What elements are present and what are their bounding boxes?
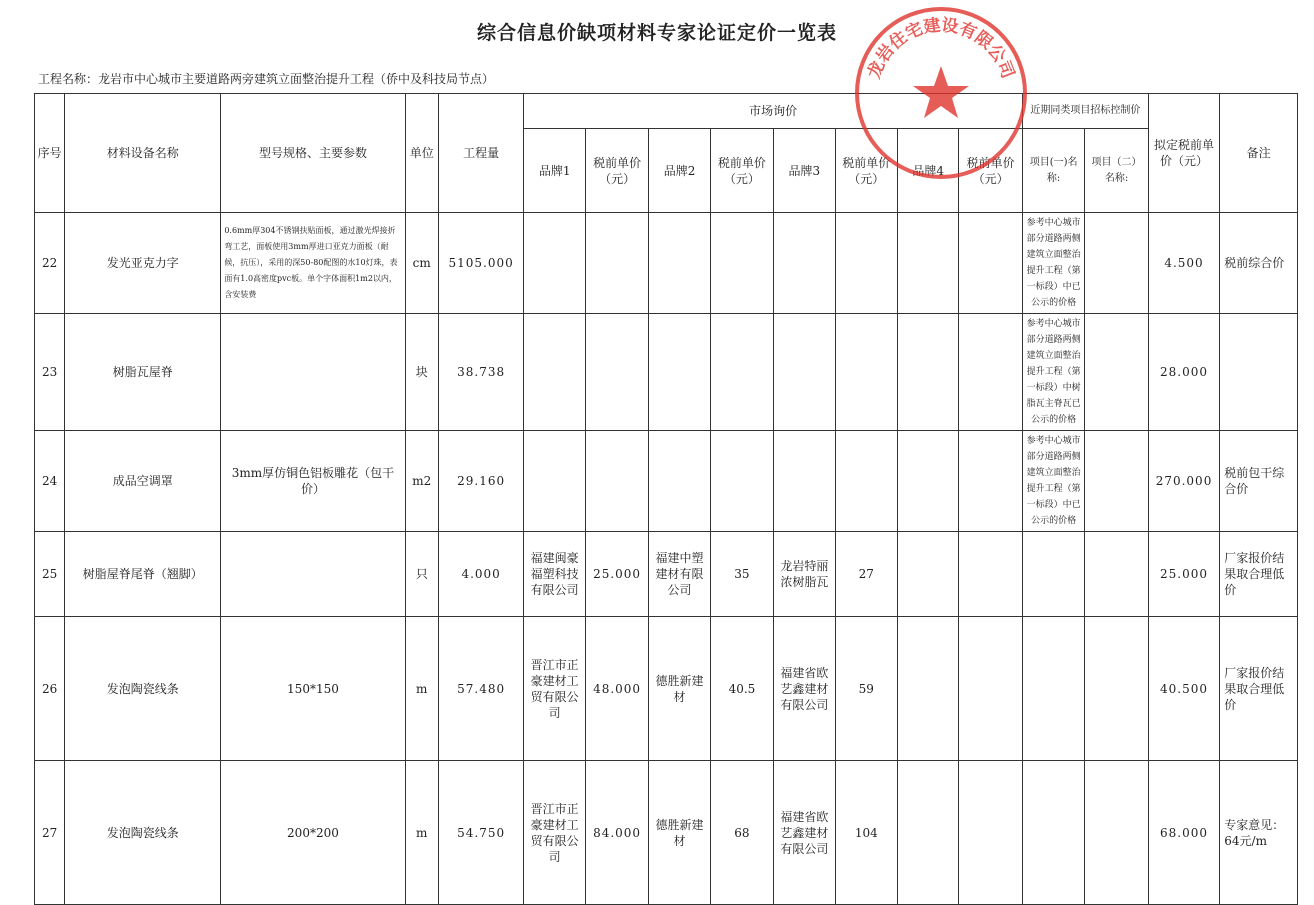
project-name: 工程名称：龙岩市中心城市主要道路两旁建筑立面整治提升工程（侨中及科技局节点） <box>38 72 495 86</box>
cell-price1: 84.000 <box>585 761 648 905</box>
cell-remark: 税前包干综合价 <box>1220 431 1298 532</box>
cell-price2: 40.5 <box>710 617 773 761</box>
cell-final: 270.000 <box>1148 431 1220 532</box>
cell-brand2: 德胜新建材 <box>649 761 710 905</box>
cell-ref1 <box>1022 617 1084 761</box>
cell-price3 <box>835 431 897 532</box>
header-spec: 型号规格、主要参数 <box>221 94 405 213</box>
cell-qty: 57.480 <box>438 617 524 761</box>
seal-text: 龙岩住宅建设有限公司 <box>864 15 1018 82</box>
cell-price3: 59 <box>835 617 897 761</box>
table-row <box>35 213 1298 314</box>
cell-remark: 专家意见：64元/m <box>1220 761 1298 905</box>
cell-name: 发光亚克力字 <box>65 213 221 314</box>
cell-ref2 <box>1085 761 1148 905</box>
table-row <box>35 431 1298 532</box>
header-brand4: 品牌4 <box>898 129 959 213</box>
cell-unit: m <box>405 761 438 905</box>
cell-unit: cm <box>405 213 438 314</box>
cell-price4 <box>959 532 1022 617</box>
cell-price4 <box>959 213 1022 314</box>
header-unit: 单位 <box>405 94 438 213</box>
cell-ref2 <box>1085 314 1148 431</box>
cell-qty: 4.000 <box>438 532 524 617</box>
cell-seq: 22 <box>35 213 65 314</box>
header-brand3: 品牌3 <box>774 129 835 213</box>
cell-seq: 27 <box>35 761 65 905</box>
cell-unit: m <box>405 617 438 761</box>
cell-brand1 <box>524 431 585 532</box>
header-price2: 税前单价（元） <box>710 129 773 213</box>
header-recent: 近期同类项目招标控制价 <box>1022 94 1148 129</box>
header-market: 市场询价 <box>524 94 1022 129</box>
cell-name: 树脂瓦屋脊 <box>65 314 221 431</box>
cell-price2: 35 <box>710 532 773 617</box>
cell-name: 树脂屋脊尾脊（翘脚） <box>65 532 221 617</box>
cell-ref2 <box>1085 617 1148 761</box>
cell-spec: 0.6mm厚304不锈钢扶贴面板，通过激光焊接折弯工艺，面板使用3mm厚进口亚克力面板（耐候，抗压），采用的深50-80配图的水10灯珠，表面有1.0高密度pvc板。单个字体面积1m2以内，含安装费 <box>221 213 405 314</box>
cell-price3 <box>835 213 897 314</box>
cell-seq: 23 <box>35 314 65 431</box>
cell-price2 <box>710 213 773 314</box>
cell-brand4 <box>898 617 959 761</box>
cell-brand3 <box>774 314 835 431</box>
cell-brand3 <box>774 431 835 532</box>
cell-ref2 <box>1085 431 1148 532</box>
cell-brand3: 福建省欧艺鑫建材有限公司 <box>774 617 835 761</box>
cell-seq: 26 <box>35 617 65 761</box>
cell-spec <box>221 532 405 617</box>
cell-unit: m2 <box>405 431 438 532</box>
cell-brand2 <box>649 213 710 314</box>
header-qty: 工程量 <box>438 94 524 213</box>
header-price1: 税前单价（元） <box>585 129 648 213</box>
cell-price1: 48.000 <box>585 617 648 761</box>
cell-price4 <box>959 314 1022 431</box>
cell-price1 <box>585 314 648 431</box>
header-name: 材料设备名称 <box>65 94 221 213</box>
cell-brand1 <box>524 213 585 314</box>
cell-unit: 块 <box>405 314 438 431</box>
cell-spec: 150*150 <box>221 617 405 761</box>
header-seq: 序号 <box>35 94 65 213</box>
cell-seq: 25 <box>35 532 65 617</box>
cell-spec: 200*200 <box>221 761 405 905</box>
cell-price2 <box>710 431 773 532</box>
cell-name: 发泡陶瓷线条 <box>65 761 221 905</box>
cell-final: 4.500 <box>1148 213 1220 314</box>
cell-remark: 厂家报价结果取合理低价 <box>1220 532 1298 617</box>
cell-brand3 <box>774 213 835 314</box>
cell-ref2 <box>1085 213 1148 314</box>
header-brand2: 品牌2 <box>649 129 710 213</box>
cell-remark <box>1220 314 1298 431</box>
cell-price1 <box>585 431 648 532</box>
cell-brand2 <box>649 431 710 532</box>
header-brand1: 品牌1 <box>524 129 585 213</box>
cell-unit: 只 <box>405 532 438 617</box>
cell-name: 发泡陶瓷线条 <box>65 617 221 761</box>
cell-final: 40.500 <box>1148 617 1220 761</box>
cell-price3: 27 <box>835 532 897 617</box>
cell-brand3: 龙岩特丽浓树脂瓦 <box>774 532 835 617</box>
cell-price2: 68 <box>710 761 773 905</box>
cell-name: 成品空调罩 <box>65 431 221 532</box>
cell-spec <box>221 314 405 431</box>
cell-ref1: 参考中心城市部分道路两侧建筑立面整治提升工程（第一标段）中树脂瓦主脊瓦已公示的价格 <box>1022 314 1084 431</box>
cell-remark: 税前综合价 <box>1220 213 1298 314</box>
cell-brand2: 福建中塑建材有限公司 <box>649 532 710 617</box>
cell-brand1: 晋江市正豪建材工贸有限公司 <box>524 761 585 905</box>
cell-seq: 24 <box>35 431 65 532</box>
cell-brand3: 福建省欧艺鑫建材有限公司 <box>774 761 835 905</box>
cell-brand4 <box>898 761 959 905</box>
cell-price2 <box>710 314 773 431</box>
cell-brand4 <box>898 532 959 617</box>
table-row <box>35 617 1298 761</box>
cell-ref1: 参考中心城市部分道路两侧建筑立面整治提升工程（第一标段）中已公示的价格 <box>1022 431 1084 532</box>
cell-ref2 <box>1085 532 1148 617</box>
header-price4: 税前单价（元） <box>959 129 1022 213</box>
cell-final: 25.000 <box>1148 532 1220 617</box>
cell-remark: 厂家报价结果取合理低价 <box>1220 617 1298 761</box>
cell-ref1 <box>1022 532 1084 617</box>
cell-brand2 <box>649 314 710 431</box>
cell-qty: 29.160 <box>438 431 524 532</box>
cell-brand4 <box>898 213 959 314</box>
price-table <box>34 93 1298 905</box>
cell-brand4 <box>898 431 959 532</box>
cell-price3: 104 <box>835 761 897 905</box>
cell-final: 28.000 <box>1148 314 1220 431</box>
cell-brand1 <box>524 314 585 431</box>
cell-brand2: 德胜新建材 <box>649 617 710 761</box>
cell-brand1: 福建闽豪福塑科技有限公司 <box>524 532 585 617</box>
cell-ref1 <box>1022 761 1084 905</box>
header-remark: 备注 <box>1220 94 1298 213</box>
table-row <box>35 761 1298 905</box>
cell-price3 <box>835 314 897 431</box>
header-item2: 项目（二）名称: <box>1085 129 1148 213</box>
cell-spec: 3mm厚仿铜色铝板雕花（包干价） <box>221 431 405 532</box>
header-final: 拟定税前单价（元） <box>1148 94 1220 213</box>
cell-ref1: 参考中心城市部分道路两侧建筑立面整治提升工程（第一标段）中已公示的价格 <box>1022 213 1084 314</box>
cell-qty: 38.738 <box>438 314 524 431</box>
table-row <box>35 532 1298 617</box>
cell-price4 <box>959 761 1022 905</box>
header-price3: 税前单价（元） <box>835 129 897 213</box>
cell-price4 <box>959 617 1022 761</box>
cell-price1: 25.000 <box>585 532 648 617</box>
cell-price1 <box>585 213 648 314</box>
cell-qty: 5105.000 <box>438 213 524 314</box>
cell-final: 68.000 <box>1148 761 1220 905</box>
cell-price4 <box>959 431 1022 532</box>
cell-brand1: 晋江市正豪建材工贸有限公司 <box>524 617 585 761</box>
cell-qty: 54.750 <box>438 761 524 905</box>
table-row <box>35 314 1298 431</box>
page-title: 综合信息价缺项材料专家论证定价一览表 <box>476 22 837 44</box>
header-item1: 项目(一)名称: <box>1022 129 1084 213</box>
cell-brand4 <box>898 314 959 431</box>
